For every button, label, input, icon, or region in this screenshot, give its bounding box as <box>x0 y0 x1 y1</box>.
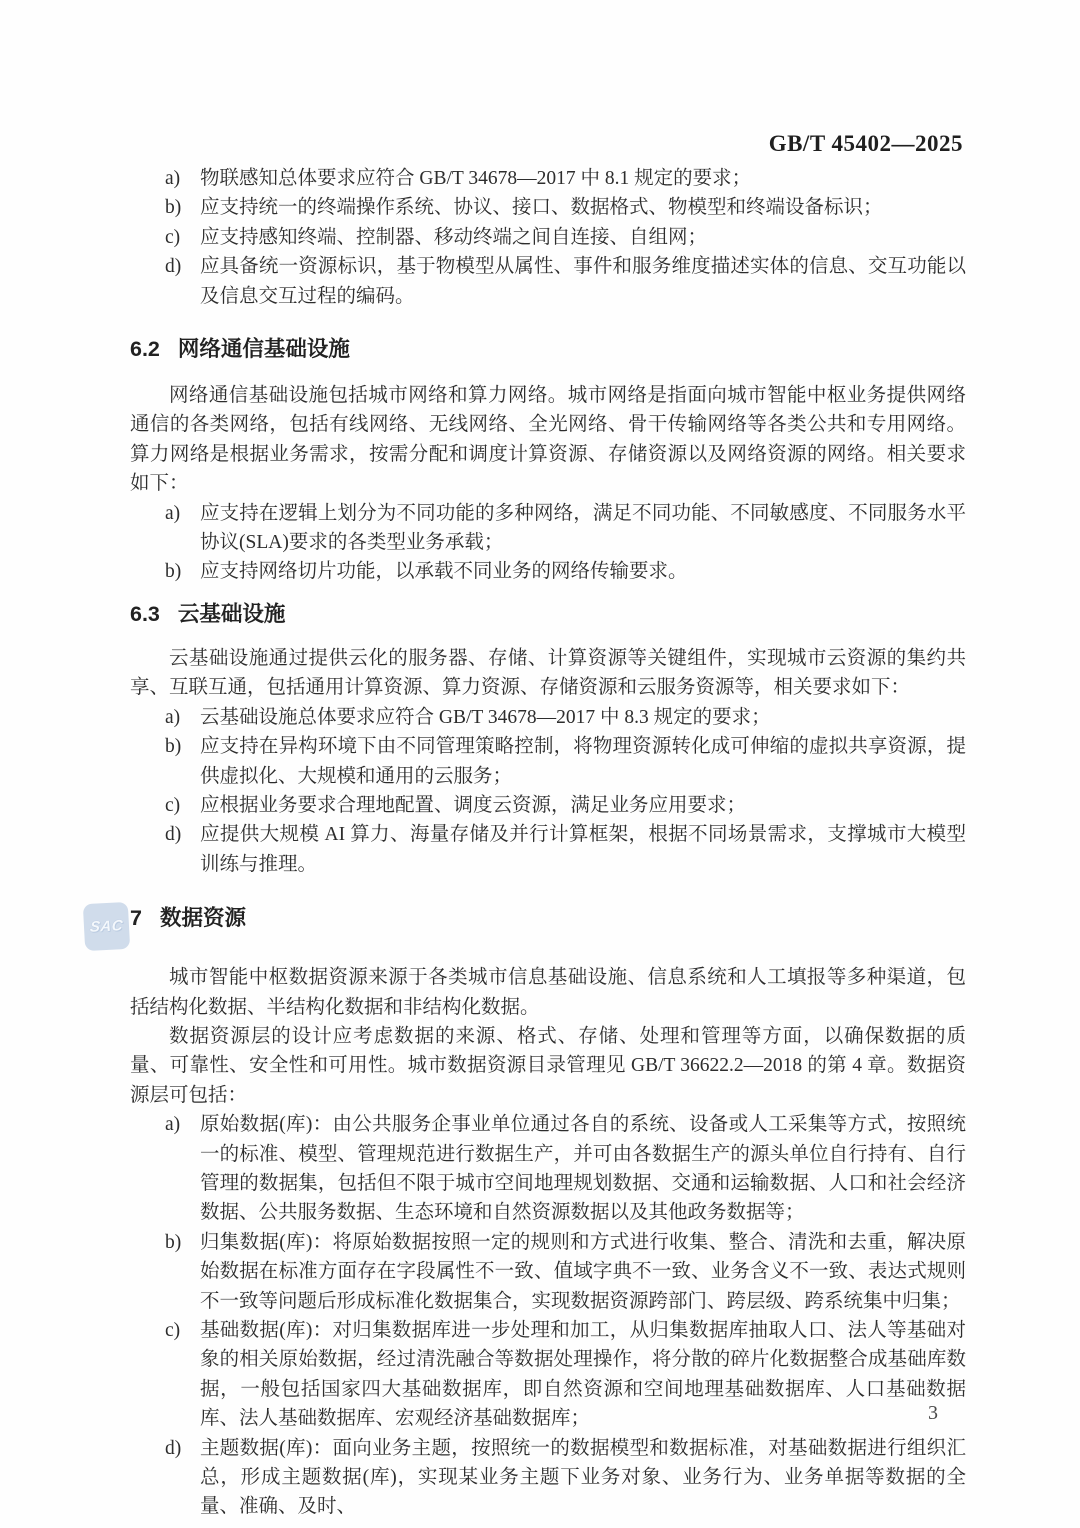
section-number: 6.2 <box>130 337 160 362</box>
list-item <box>130 1316 966 1434</box>
list-item <box>130 791 966 820</box>
clause-list-6-3 <box>130 703 966 879</box>
section-title: 云基础设施 <box>177 601 286 626</box>
list-item <box>130 1228 966 1316</box>
paragraph-6-3: 云基础设施通过提供云化的服务器、存储、计算资源等关键组件，实现城市云资源的集约共享、互联互通，包括通用计算资源、算力资源、存储资源和云服务资源等，相关要求如下： <box>130 647 966 699</box>
list-item-label: b) <box>165 736 182 758</box>
list-item-text: 应支持网络切片功能，以承载不同业务的网络传输要求。 <box>200 561 688 583</box>
list-item-text: 应支持统一的终端操作系统、协议、接口、数据格式、物模型和终端设备标识； <box>200 197 883 219</box>
section-title: 数据资源 <box>159 906 246 931</box>
sac-watermark-text: SAC <box>89 917 124 936</box>
list-item-text: 应支持在异构环境下由不同管理策略控制，将物理资源转化成可伸缩的虚拟共享资源，提供虚拟化、大规模和通用的云服务； <box>200 736 966 787</box>
list-item-text: 应支持在逻辑上划分为不同功能的多种网络，满足不同功能、不同敏感度、不同服务水平协议(SLA)要求的各类型业务承载； <box>200 502 966 554</box>
list-item <box>130 1110 966 1228</box>
list-item-label: c) <box>165 794 181 816</box>
section-number: 7 <box>130 906 142 931</box>
list-item-text: 主题数据(库)：面向业务主题，按照统一的数据模型和数据标准，对基础数据进行组织汇总，形成主题数据(库)，实现某业务主题下业务对象、业务行为、业务单据等数据的全量、准确、及时、 <box>200 1437 966 1518</box>
list-item <box>130 820 966 879</box>
list-item-label: a) <box>165 1114 181 1136</box>
list-item-label: a) <box>165 168 181 189</box>
list-item-text: 应根据业务要求合理地配置、调度云资源，满足业务应用要求； <box>200 794 747 816</box>
list-item-label: b) <box>165 1231 182 1253</box>
list-item-text: 应提供大规模 AI 算力、海量存储及并行计算框架，根据不同场景需求，支撑城市大模型训练与推理。 <box>200 824 966 875</box>
list-item-text: 云基础设施总体要求应符合 GB/T 34678—2017 中 8.3 规定的要求； <box>200 706 771 728</box>
list-item <box>130 703 966 732</box>
list-item-text: 基础数据(库)：对归集数据库进一步处理和加工，从归集数据库抽取人口、法人等基础对象的相关原始数据，经过清洗融合等数据处理操作，将分散的碎片化数据整合成基础库数据，一般包括国家四大基础数据库，即自然资源和空间地理基础数据库、人口基础数据库、法人基础数据库、宏观经济基础数据库； <box>200 1320 966 1430</box>
list-item-label: a) <box>165 502 181 524</box>
list-item-text: 应具备统一资源标识，基于物模型从属性、事件和服务维度描述实体的信息、交互功能以及信息交互过程的编码。 <box>200 256 966 307</box>
list-item-label: b) <box>165 561 182 583</box>
list-item-label: a) <box>165 706 181 728</box>
list-item-text: 原始数据(库)：由公共服务企事业单位通过各自的系统、设备或人工采集等方式，按照统一的标准、模型、管理规范进行数据生产，并可由各数据生产的源头单位自行持有、自行管理的数据集，包括但不限于城市空间地理规划数据、交通和运输数据、人口和社会经济数据、公共服务数据、生态环境和自然资源数据以及其他政务数据等； <box>200 1114 966 1224</box>
list-item-text: 应支持感知终端、控制器、移动终端之间自连接、自组网； <box>200 226 708 248</box>
section-heading-6-2 <box>130 334 966 364</box>
list-item <box>130 1434 966 1522</box>
list-item-label: b) <box>165 197 182 219</box>
section-heading-7 <box>130 903 966 933</box>
list-item <box>130 193 966 222</box>
list-item <box>130 164 966 193</box>
list-item-text: 归集数据(库)：将原始数据按照一定的规则和方式进行收集、整合、清洗和去重，解决原始数据在标准方面存在字段属性不一致、值域字典不一致、业务含义不一致、表达式规则不一致等问题后形成标准化数据集合，实现数据资源跨部门、跨层级、跨系统集中归集； <box>200 1231 966 1312</box>
list-item <box>130 252 966 311</box>
list-item-text: 物联感知总体要求应符合 GB/T 34678—2017 中 8.1 规定的要求； <box>200 168 752 189</box>
list-item-label: d) <box>165 1437 182 1459</box>
standard-number-header: GB/T 45402—2025 <box>768 131 963 156</box>
list-item <box>130 499 966 558</box>
page-number: 3 <box>928 1402 938 1424</box>
section-heading-6-3 <box>130 599 966 629</box>
section-title: 网络通信基础设施 <box>177 337 350 362</box>
list-item <box>130 557 966 586</box>
list-item <box>130 732 966 791</box>
list-item-label: d) <box>165 256 182 278</box>
list-item-label: c) <box>165 1320 181 1341</box>
clause-list-iot-sensing <box>130 164 966 311</box>
list-item-label: d) <box>165 824 182 846</box>
list-item-label: c) <box>165 226 181 248</box>
paragraph-7-2: 数据资源层的设计应考虑数据的来源、格式、存储、处理和管理等方面，以确保数据的质量、可靠性、安全性和可用性。城市数据资源目录管理见 GB/T 36622.2—2018 的第 4 章。数据资源层可包括： <box>130 1025 966 1106</box>
clause-list-6-2 <box>130 499 966 587</box>
sac-watermark-logo <box>83 902 130 951</box>
section-number: 6.3 <box>130 601 160 626</box>
clause-list-7 <box>130 1110 966 1522</box>
list-item <box>130 223 966 252</box>
document-body <box>130 164 966 1522</box>
paragraph-7-1: 城市智能中枢数据资源来源于各类城市信息基础设施、信息系统和人工填报等多种渠道，包括结构化数据、半结构化数据和非结构化数据。 <box>130 967 966 1018</box>
paragraph-6-2: 网络通信基础设施包括城市网络和算力网络。城市网络是指面向城市智能中枢业务提供网络通信的各类网络，包括有线网络、无线网络、全光网络、骨干传输网络等各类公共和专用网络。算力网络是根据业务需求，按需分配和调度计算资源、存储资源以及网络资源的网络。相关要求如下： <box>130 385 966 495</box>
